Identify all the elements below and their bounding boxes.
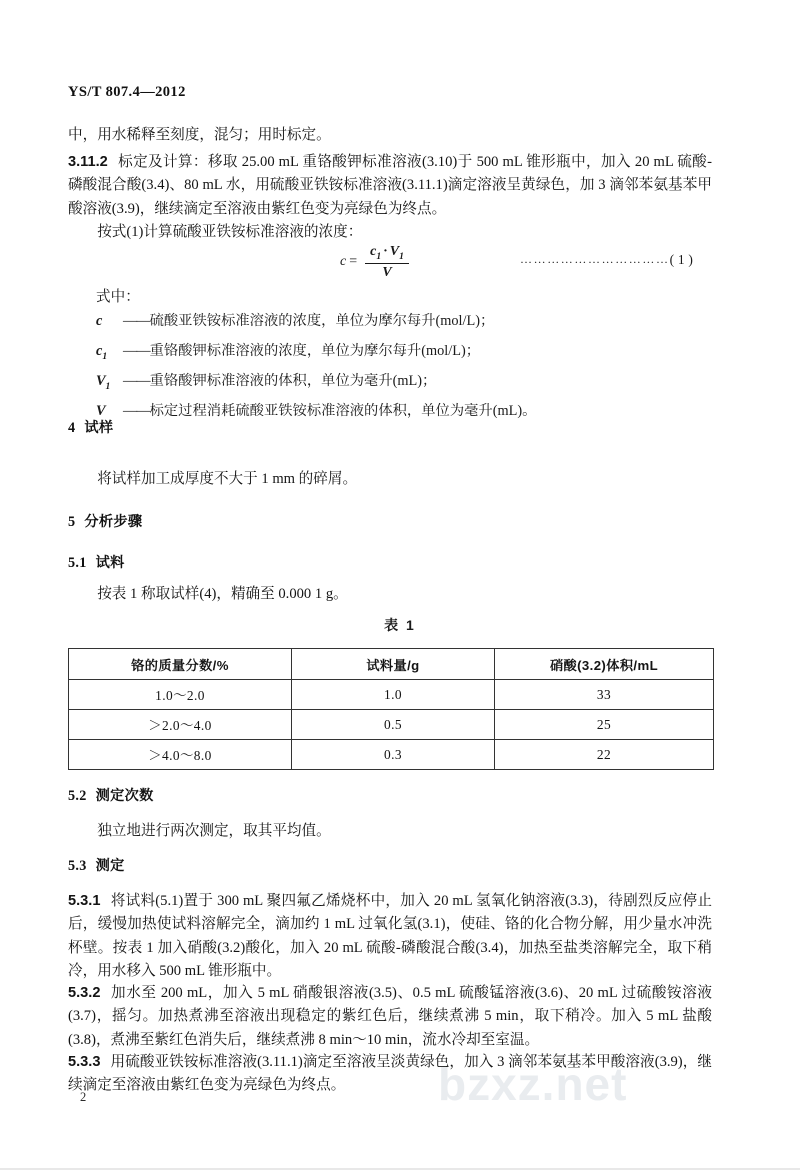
cell-nitric-acid-volume: 22 bbox=[495, 740, 714, 770]
column-header-nitric-acid-volume: 硝酸(3.2)体积/mL bbox=[495, 649, 714, 680]
clause-5-3-1 bbox=[68, 890, 712, 984]
column-header-chromium-mass-fraction: 铬的质量分数/% bbox=[69, 649, 292, 680]
formula-expression bbox=[340, 244, 409, 280]
cell-sample-mass: 0.5 bbox=[292, 710, 495, 740]
definition-symbol-sub: 1 bbox=[105, 381, 111, 392]
equation-number: ( 1 ) bbox=[669, 252, 694, 267]
heading-section-5 bbox=[68, 511, 142, 531]
formula-lhs: c bbox=[340, 254, 347, 270]
heading-4-number: 4 bbox=[68, 420, 76, 436]
definition-item bbox=[96, 369, 728, 399]
clause-5-3-2-number: 5.3.2 bbox=[68, 985, 101, 1001]
heading-section-4 bbox=[68, 417, 113, 437]
heading-5-1-number: 5.1 bbox=[68, 555, 87, 571]
clause-5-3-3-text: 用硫酸亚铁铵标准溶液(3.11.1)滴定至溶液呈淡黄绿色，加入 3 滴邻苯氨基苯甲酸溶液(3.9)，继续滴定至溶液由紫红色变为亮绿色为终点。 bbox=[68, 1054, 712, 1094]
definition-symbol-base: c bbox=[96, 313, 103, 329]
formula-row bbox=[68, 244, 728, 281]
definition-dash: —— bbox=[123, 342, 150, 359]
heading-5-3-number: 5.3 bbox=[68, 858, 87, 874]
clause-5-2-text: 独立地进行两次测定，取其平均值。 bbox=[97, 823, 331, 839]
definition-text: 标定过程消耗硫酸亚铁铵标准溶液的体积，单位为毫升(mL)。 bbox=[149, 402, 537, 419]
formula-numerator-v-sub: 1 bbox=[399, 251, 404, 262]
cell-mass-fraction: ＞4.0～8.0 bbox=[69, 740, 292, 770]
formula-numerator-c: c bbox=[370, 244, 377, 259]
page-number: 2 bbox=[80, 1090, 87, 1104]
heading-5-2-title: 测定次数 bbox=[95, 788, 154, 804]
definition-item bbox=[96, 339, 728, 369]
definition-symbol-base: c bbox=[96, 342, 103, 359]
clause-5-3-2 bbox=[68, 982, 712, 1052]
clause-3-11-2 bbox=[68, 151, 712, 221]
clause-5-3-3 bbox=[68, 1051, 712, 1098]
definition-item bbox=[96, 309, 728, 339]
formula-equals: = bbox=[349, 254, 358, 270]
clause-5-3-2-text: 加水至 200 mL，加入 5 mL 硝酸银溶液(3.5)、0.5 mL 硫酸锰溶液(3.6)、20 mL 过硫酸铵溶液(3.7)，摇匀。加热煮沸至溶液出现稳定的紫红色后，继续煮沸 5 min，取下稍冷。加入 5 mL 盐酸(3.8)，煮沸至紫红色消失后，继续煮沸 8 min～10 min，流水冷却至室温。 bbox=[68, 985, 712, 1048]
table-1 bbox=[68, 648, 714, 770]
formula-numerator bbox=[365, 244, 409, 264]
clause-5-3-1-number: 5.3.1 bbox=[68, 893, 101, 909]
table-1-caption: 表 1 bbox=[384, 617, 416, 633]
definition-dash: —— bbox=[123, 313, 150, 329]
definition-symbol-base: V bbox=[96, 372, 106, 389]
cell-sample-mass: 0.3 bbox=[292, 740, 495, 770]
clause-3-11-2-text: 标定及计算：移取 25.00 mL 重铬酸钾标准溶液(3.10)于 500 mL 锥形瓶中，加入 20 mL 硫酸-磷酸混合酸(3.4)、80 mL 水，用硫酸亚铁铵标准溶液(3.11.1)滴定溶液呈黄绿色，加 3 滴邻苯氨基苯甲酸溶液(3.9)，继续滴定至溶液由紫红色变为亮绿色为终点。 bbox=[68, 154, 712, 217]
definition-symbol-base: V bbox=[96, 402, 106, 419]
table-row bbox=[69, 680, 714, 710]
equation-number-row bbox=[520, 252, 693, 268]
definition-item bbox=[96, 399, 728, 429]
cell-mass-fraction: ＞2.0～4.0 bbox=[69, 710, 292, 740]
definition-text: 重铬酸钾标准溶液的浓度，单位为摩尔每升(mol/L)； bbox=[149, 342, 480, 359]
where-label: 式中： bbox=[96, 289, 140, 305]
heading-section-5-2 bbox=[68, 785, 154, 805]
formula-intro: 按式(1)计算硫酸亚铁铵标准溶液的浓度： bbox=[97, 224, 363, 240]
definition-text: 硫酸亚铁铵标准溶液的浓度，单位为摩尔每升(mol/L)； bbox=[149, 313, 495, 329]
formula-numerator-v: V bbox=[389, 244, 400, 259]
standard-number-header: YS/T 807.4—2012 bbox=[68, 84, 186, 100]
clause-3-11-2-number: 3.11.2 bbox=[68, 154, 108, 170]
table-row bbox=[69, 710, 714, 740]
leader-dots: …………………………… bbox=[520, 252, 670, 266]
cell-nitric-acid-volume: 25 bbox=[495, 710, 714, 740]
clause-4-text: 将试样加工成厚度不大于 1 mm 的碎屑。 bbox=[97, 471, 358, 487]
formula-fraction bbox=[365, 244, 409, 280]
cell-mass-fraction: 1.0～2.0 bbox=[69, 680, 292, 710]
definition-symbol bbox=[96, 309, 123, 339]
heading-5-1-title: 试料 bbox=[95, 555, 125, 571]
cell-sample-mass: 1.0 bbox=[292, 680, 495, 710]
definition-dash: —— bbox=[123, 372, 150, 389]
definition-symbol bbox=[96, 369, 123, 399]
heading-5-number: 5 bbox=[68, 514, 76, 530]
heading-4-title: 试样 bbox=[84, 420, 114, 436]
heading-section-5-3 bbox=[68, 855, 125, 875]
formula-numerator-c-sub: 1 bbox=[376, 251, 382, 262]
definition-dash: —— bbox=[123, 402, 150, 419]
paragraph-continued: 中，用水稀释至刻度，混匀；用时标定。 bbox=[68, 127, 331, 143]
heading-5-2-number: 5.2 bbox=[68, 788, 87, 804]
formula-denominator: V bbox=[382, 265, 392, 281]
formula-numerator-dot: · bbox=[383, 244, 388, 259]
definition-text: 重铬酸钾标准溶液的体积，单位为毫升(mL)； bbox=[149, 372, 437, 389]
watermark-text: bzxz.net bbox=[438, 1058, 628, 1110]
table-header-row bbox=[69, 649, 714, 680]
heading-section-5-1 bbox=[68, 552, 125, 572]
column-header-sample-mass: 试料量/g bbox=[292, 649, 495, 680]
clause-5-1-text: 按表 1 称取试样(4)，精确至 0.000 1 g。 bbox=[97, 586, 348, 602]
clause-5-3-3-number: 5.3.3 bbox=[68, 1054, 101, 1070]
clause-5-3-1-text: 将试料(5.1)置于 300 mL 聚四氟乙烯烧杯中，加入 20 mL 氢氧化钠溶液(3.3)，待剧烈反应停止后，缓慢加热使试料溶解完全，滴加约 1 mL 过氧化氢(3.1)，使硅、铬的化合物分解，用少量水冲洗杯壁。按表 1 加入硝酸(3.2)酸化，加入 20 mL 硫酸-磷酸混合酸(3.4)，加热至盐类溶解完全，取下稍冷，用水移入 500 mL 锥形瓶中。 bbox=[68, 893, 712, 980]
heading-5-title: 分析步骤 bbox=[84, 514, 143, 530]
definition-symbol-sub: 1 bbox=[102, 351, 108, 362]
heading-5-3-title: 测定 bbox=[95, 858, 125, 874]
symbol-definition-list bbox=[68, 286, 728, 428]
cell-nitric-acid-volume: 33 bbox=[495, 680, 714, 710]
definition-symbol bbox=[96, 339, 123, 369]
table-row bbox=[69, 740, 714, 770]
